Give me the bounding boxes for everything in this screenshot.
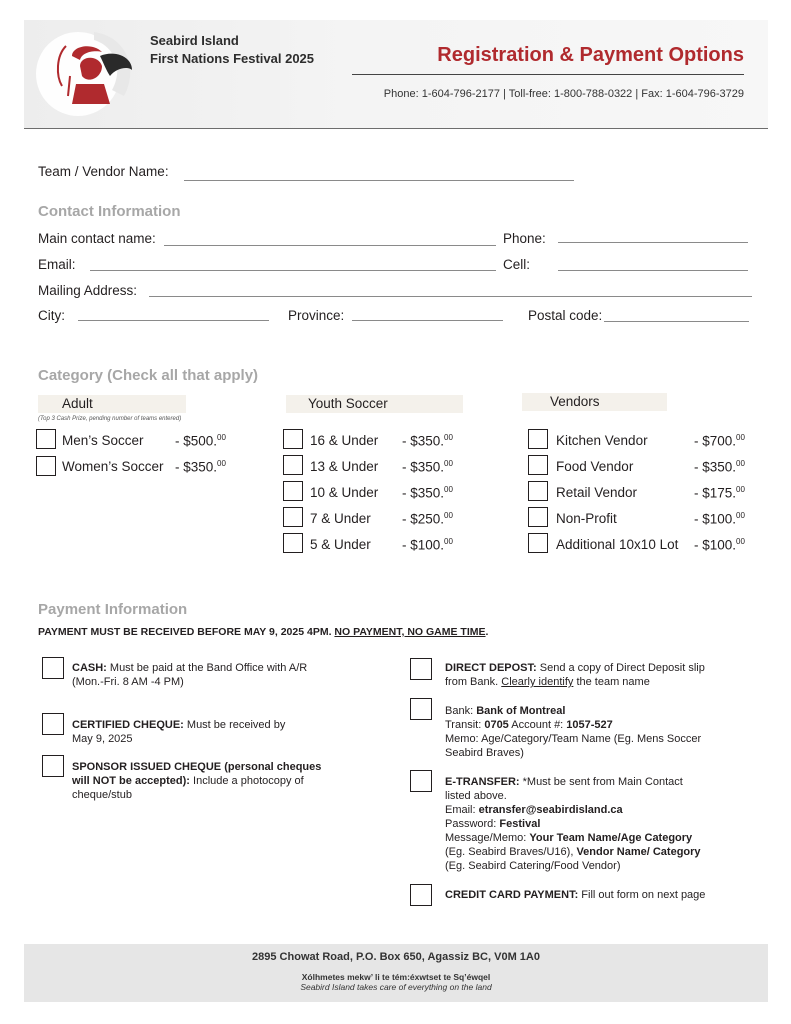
- sponsor-cheque-option: SPONSOR ISSUED CHEQUE (personal cheques will NOT be accepted): Include a photocopy of cheque/stub: [72, 761, 322, 801]
- womens-soccer-price: - $350.00: [175, 459, 226, 475]
- credit-card-checkbox[interactable]: [410, 884, 432, 906]
- youth-13-price: - $350.00: [402, 459, 453, 475]
- payment-deadline-notice: PAYMENT MUST BE RECEIVED BEFORE MAY 9, 2025 4PM. NO PAYMENT, NO GAME TIME.: [38, 626, 489, 638]
- mens-soccer-checkbox[interactable]: [36, 429, 56, 449]
- postal-code-field[interactable]: [604, 321, 749, 322]
- retail-vendor-checkbox[interactable]: [528, 481, 548, 501]
- adult-note: (Top 3 Cash Prize, pending number of teams entered): [38, 416, 182, 422]
- youth-10-price: - $350.00: [402, 485, 453, 501]
- e-transfer-checkbox[interactable]: [410, 770, 432, 792]
- food-vendor-checkbox[interactable]: [528, 455, 548, 475]
- payment-heading: Payment Information: [38, 601, 188, 618]
- mailing-address-field[interactable]: [149, 296, 752, 297]
- youth-7-price: - $250.00: [402, 511, 453, 527]
- youth-16-price: - $350.00: [402, 433, 453, 449]
- footer-halqemeylem: Xólhmetes mekw’ li te tém:éxwtset te Sq’éwqel: [301, 972, 491, 982]
- mens-soccer-price: - $500.00: [175, 433, 226, 449]
- retail-vendor-label: Retail Vendor: [556, 485, 638, 500]
- non-profit-price: - $100.00: [694, 511, 745, 527]
- phone-label: Phone:: [503, 231, 546, 246]
- youth-5-price: - $100.00: [402, 537, 453, 553]
- phone-field[interactable]: [558, 242, 748, 243]
- kitchen-vendor-label: Kitchen Vendor: [556, 433, 648, 448]
- cash-checkbox[interactable]: [42, 657, 64, 679]
- phone-numbers: Phone: 1-604-796-2177 | Toll-free: 1-800-788-0322 | Fax: 1-604-796-3729: [383, 88, 744, 100]
- org-name: [150, 32, 314, 68]
- food-vendor-label: Food Vendor: [556, 459, 634, 474]
- direct-deposit-checkbox[interactable]: [410, 658, 432, 680]
- title-divider: [352, 74, 744, 75]
- adult-header: Adult: [38, 395, 186, 413]
- main-contact-field[interactable]: [164, 245, 496, 246]
- mailing-address-label: Mailing Address:: [38, 283, 138, 298]
- retail-vendor-price: - $175.00: [694, 485, 745, 501]
- youth-13-label: 13 & Under: [310, 459, 379, 474]
- youth-13-checkbox[interactable]: [283, 455, 303, 475]
- contact-heading: Contact Information: [38, 203, 181, 220]
- youth-10-checkbox[interactable]: [283, 481, 303, 501]
- province-label: Province:: [288, 308, 345, 323]
- cash-option: CASH: Must be paid at the Band Office with A/R (Mon.-Fri. 8 AM -4 PM): [72, 662, 308, 688]
- email-label: Email:: [38, 257, 76, 272]
- non-profit-checkbox[interactable]: [528, 507, 548, 527]
- city-field[interactable]: [78, 320, 269, 321]
- youth-5-checkbox[interactable]: [283, 533, 303, 553]
- footer-address: 2895 Chowat Road, P.O. Box 650, Agassiz BC, V0M 1A0: [252, 951, 540, 963]
- mens-soccer-label: Men’s Soccer: [62, 433, 144, 448]
- certified-cheque-checkbox[interactable]: [42, 713, 64, 735]
- cell-label: Cell:: [503, 257, 531, 272]
- youth-7-label: 7 & Under: [310, 511, 371, 526]
- city-label: City:: [38, 308, 65, 323]
- team-vendor-label: Team / Vendor Name:: [38, 164, 169, 179]
- certified-cheque-option: CERTIFIED CHEQUE: Must be received by May 9, 2025: [72, 719, 286, 745]
- direct-deposit-option: DIRECT DEPOST: Send a copy of Direct Deposit slip from Bank. Clearly identify the team name: [445, 662, 705, 688]
- non-profit-label: Non-Profit: [556, 511, 617, 526]
- food-vendor-price: - $350.00: [694, 459, 745, 475]
- sponsor-cheque-checkbox[interactable]: [42, 755, 64, 777]
- additional-lot-checkbox[interactable]: [528, 533, 548, 553]
- youth-7-checkbox[interactable]: [283, 507, 303, 527]
- youth-soccer-header: Youth Soccer: [286, 395, 463, 413]
- e-transfer-option: E-TRANSFER: *Must be sent from Main Contact listed above. Email: etransfer@seabirdisland.ca Password: Festival Message/Memo: Your Team Name/Age Category (Eg. Seabird Braves/U16), Vendor Name/ Category (Eg. Seabird Catering/Food Vendor): [445, 776, 701, 872]
- page-title: Registration & Payment Options: [437, 44, 744, 66]
- additional-lot-label: Additional 10x10 Lot: [556, 537, 679, 552]
- bank-info-checkbox[interactable]: [410, 698, 432, 720]
- email-field[interactable]: [90, 270, 496, 271]
- womens-soccer-checkbox[interactable]: [36, 456, 56, 476]
- seabird-logo-icon: [32, 26, 134, 118]
- footer-translation: Seabird Island takes care of everything on the land: [300, 982, 492, 992]
- kitchen-vendor-price: - $700.00: [694, 433, 745, 449]
- additional-lot-price: - $100.00: [694, 537, 745, 553]
- org-line1: Seabird Island: [150, 33, 239, 48]
- credit-card-option: CREDIT CARD PAYMENT: Fill out form on next page: [445, 889, 706, 901]
- womens-soccer-label: Women’s Soccer: [62, 459, 164, 474]
- youth-10-label: 10 & Under: [310, 485, 379, 500]
- kitchen-vendor-checkbox[interactable]: [528, 429, 548, 449]
- page-footer: [24, 944, 768, 1002]
- youth-16-checkbox[interactable]: [283, 429, 303, 449]
- youth-5-label: 5 & Under: [310, 537, 371, 552]
- youth-16-label: 16 & Under: [310, 433, 379, 448]
- postal-code-label: Postal code:: [528, 308, 603, 323]
- category-heading: Category (Check all that apply): [38, 367, 259, 384]
- main-contact-label: Main contact name:: [38, 231, 156, 246]
- bank-info: Bank: Bank of Montreal Transit: 0705 Account #: 1057-527 Memo: Age/Category/Team Name (Eg. Mens Soccer Seabird Braves): [445, 705, 702, 759]
- team-vendor-field[interactable]: [184, 180, 574, 181]
- province-field[interactable]: [352, 320, 503, 321]
- vendors-header: Vendors: [522, 393, 667, 411]
- org-line2: First Nations Festival 2025: [150, 51, 315, 66]
- cell-field[interactable]: [558, 270, 748, 271]
